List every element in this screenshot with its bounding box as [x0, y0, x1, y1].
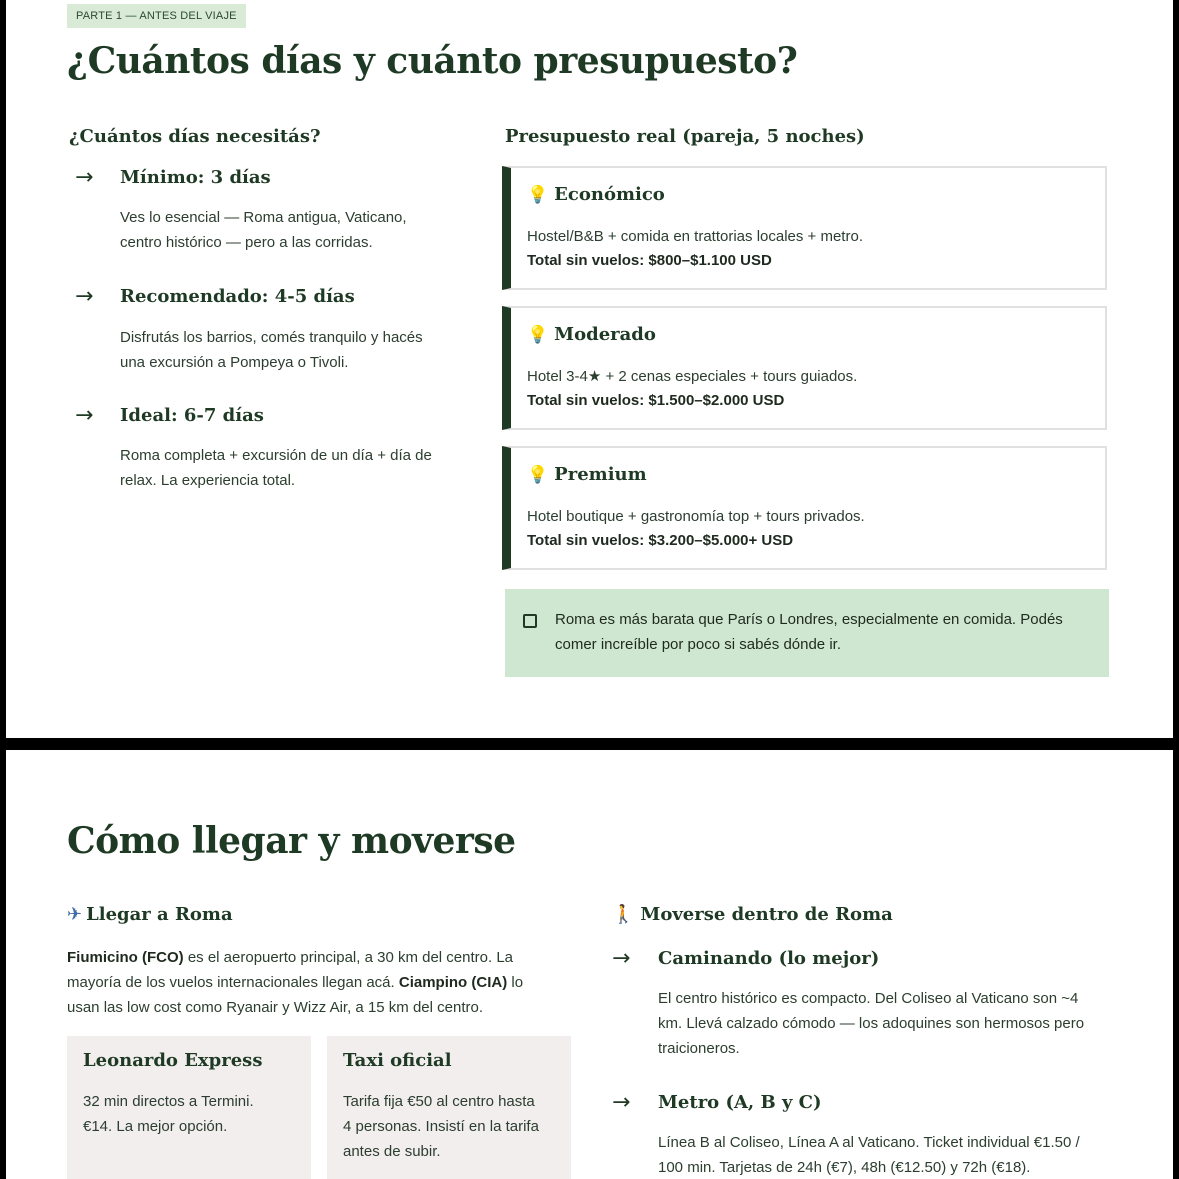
- budget-card-title: 💡 Premium: [527, 464, 647, 485]
- days-heading: ¿Cuántos días necesitás?: [69, 126, 321, 147]
- budget-card-desc: Hotel 3-4★ + 2 cenas especiales + tours guiados. Total sin vuelos: $1.500–$2.000 USD: [527, 365, 857, 413]
- days-item-desc: Ves lo esencial — Roma antigua, Vaticano, centro histórico — pero a las corridas.: [120, 209, 407, 251]
- budget-card-title: 💡 Moderado: [527, 324, 656, 345]
- days-item-desc: Roma completa + excursión de un día + día de relax. La experiencia total.: [120, 447, 432, 489]
- tip-note-text: Roma es más barata que París o Londres, especialmente en comida. Podés comer increíble por poco si sabés dónde ir.: [555, 611, 1063, 653]
- budget-card-desc: Hostel/B&B + comida en trattorias locales + metro. Total sin vuelos: $800–$1.100 USD: [527, 225, 863, 273]
- transport-box-title: Taxi oficial: [343, 1050, 452, 1071]
- transport-box-desc: 32 min directos a Termini. €14. La mejor opción.: [83, 1093, 254, 1135]
- walker-icon: 🚶: [612, 904, 635, 925]
- slide-budget: [6, 0, 1173, 738]
- budget-card-total: Total sin vuelos: $1.500–$2.000 USD: [527, 392, 785, 409]
- budget-card-total: Total sin vuelos: $800–$1.100 USD: [527, 252, 772, 269]
- budget-card-premium: [502, 446, 1107, 570]
- lightbulb-icon: 💡: [527, 325, 549, 345]
- page-title: Cómo llegar y moverse: [67, 820, 516, 862]
- transport-box-leonardo: [67, 1036, 311, 1179]
- move-item-title: Caminando (lo mejor): [658, 948, 880, 969]
- budget-card-desc: Hotel boutique + gastronomía top + tours privados. Total sin vuelos: $3.200–$5.000+ USD: [527, 505, 865, 553]
- slide-transport: [6, 750, 1173, 1179]
- note-icon: [523, 614, 537, 628]
- arrow-icon: →: [612, 1090, 631, 1115]
- move-item-desc: Línea B al Coliseo, Línea A al Vaticano. Ticket individual €1.50 / 100 min. Tarjetas de 24h (€7), 48h (€12.50) y 72h (€18).: [658, 1134, 1080, 1176]
- lightbulb-icon: 💡: [527, 185, 549, 205]
- budget-heading: Presupuesto real (pareja, 5 noches): [505, 126, 865, 147]
- arrow-icon: →: [75, 403, 94, 428]
- move-item-desc: El centro histórico es compacto. Del Coliseo al Vaticano son ~4 km. Llevá calzado cómodo — los adoquines son hermosos pero traicioneros.: [658, 990, 1085, 1057]
- days-item-title: Mínimo: 3 días: [120, 167, 271, 188]
- tip-note: [505, 589, 1109, 677]
- days-item-desc: Disfrutás los barrios, comés tranquilo y hacés una excursión a Pompeya o Tivoli.: [120, 329, 423, 371]
- transport-box-desc: Tarifa fija €50 al centro hasta 4 personas. Insistí en la tarifa antes de subir.: [343, 1093, 539, 1160]
- lightbulb-icon: 💡: [527, 465, 549, 485]
- days-item-title: Ideal: 6-7 días: [120, 405, 264, 426]
- plane-icon: ✈: [67, 904, 83, 925]
- budget-card-moderado: [502, 306, 1107, 430]
- budget-card-total: Total sin vuelos: $3.200–$5.000+ USD: [527, 532, 794, 549]
- page-title: ¿Cuántos días y cuánto presupuesto?: [67, 40, 798, 82]
- arrow-icon: →: [75, 165, 94, 190]
- move-heading: 🚶 Moverse dentro de Roma: [612, 904, 893, 925]
- arrive-heading: ✈ Llegar a Roma: [67, 904, 233, 925]
- arrow-icon: →: [612, 946, 631, 971]
- days-item-title: Recomendado: 4-5 días: [120, 286, 355, 307]
- arrow-icon: →: [75, 284, 94, 309]
- transport-box-title: Leonardo Express: [83, 1050, 263, 1071]
- budget-card-title: 💡 Económico: [527, 184, 665, 205]
- section-tag: PARTE 1 — ANTES DEL VIAJE: [67, 4, 246, 28]
- budget-card-economico: [502, 166, 1107, 290]
- transport-box-taxi: [327, 1036, 571, 1179]
- move-item-title: Metro (A, B y C): [658, 1092, 822, 1113]
- arrive-paragraph: Fiumicino (FCO) es el aeropuerto principal, a 30 km del centro. La mayoría de los vuelos internacionales llegan acá. Ciampino (CIA) lo usan las low cost como Ryanair y Wizz Air, a 15 km del centro.: [67, 949, 524, 1016]
